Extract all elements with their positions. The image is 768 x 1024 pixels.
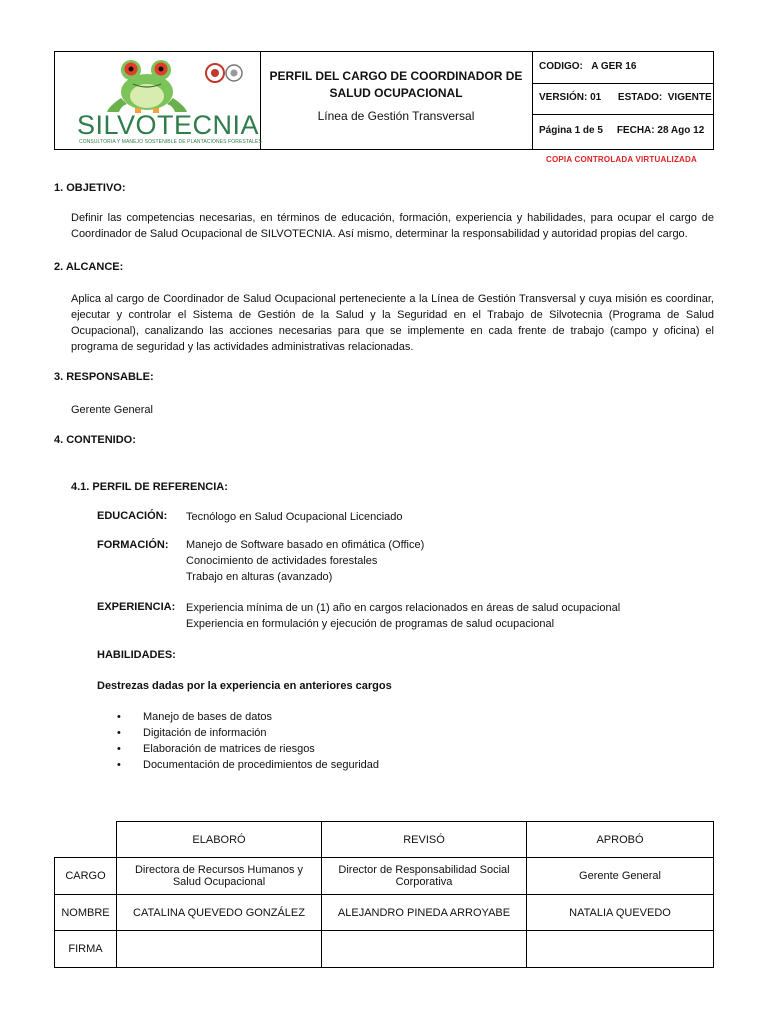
version-cell: VERSIÓN: 01 ESTADO: VIGENTE — [539, 92, 712, 103]
column-header: APROBÓ — [527, 822, 714, 858]
objetivo-heading: 1. OBJETIVO: — [54, 182, 126, 194]
row-label: NOMBRE — [55, 895, 117, 931]
table-cell: Director de Responsabilidad Social Corporativa — [322, 858, 527, 895]
educacion-label: EDUCACIÓN: — [97, 510, 168, 522]
document-subtitle: Línea de Gestión Transversal — [317, 109, 475, 123]
signature-cell — [527, 931, 714, 968]
brand-name: SILVOTECNIA — [77, 110, 260, 140]
table-row — [55, 931, 714, 968]
table-cell: Gerente General — [527, 858, 714, 895]
document-header — [54, 51, 714, 150]
alcance-text: Aplica al cargo de Coordinador de Salud Ocupacional perteneciente a la Línea de Gestión Transversal y cuya misión es coordinar, ejecutar y controlar el Sistema de Gestión de la Salud y la Seguridad en el Trabajo de Silvotecnia (Programa de Salud Ocupacional), canalizando las acciones necesarias para que se implemente en cada frente de trabajo (campo y oficina) el programa de seguridad y las actividades administrativas relacionadas. — [71, 293, 714, 353]
educacion-value: Tecnólogo en Salud Ocupacional Licenciado — [186, 511, 403, 523]
habilidades-label: HABILIDADES: — [97, 649, 176, 661]
table-cell: CATALINA QUEVEDO GONZÁLEZ — [117, 895, 322, 931]
bullet-icon: • — [117, 759, 121, 771]
signature-cell — [117, 931, 322, 968]
document-title: PERFIL DEL CARGO DE COORDINADOR DE SALUD OCUPACIONAL — [269, 69, 523, 100]
document-title-block — [261, 52, 531, 149]
frog-mascot-icon — [105, 56, 205, 114]
list-item: • Elaboración de matrices de riesgos — [117, 743, 315, 755]
signature-table — [54, 821, 714, 968]
table-row — [55, 895, 714, 931]
bullet-icon: • — [117, 727, 121, 739]
experiencia-values — [186, 600, 620, 632]
codigo-cell: CODIGO: A GER 16 — [539, 61, 637, 72]
perfil-heading: 4.1. PERFIL DE REFERENCIA: — [71, 481, 228, 493]
row-label: FIRMA — [55, 931, 117, 968]
formacion-item: Trabajo en alturas (avanzado) — [186, 571, 333, 583]
certification-seal-icon — [205, 62, 245, 84]
table-cell: Directora de Recursos Humanos y Salud Ocupacional — [117, 858, 322, 895]
table-header-row — [55, 822, 714, 858]
pagina-fecha-cell: Página 1 de 5 FECHA: 28 Ago 12 — [539, 125, 705, 136]
objetivo-text: Definir las competencias necesarias, en términos de educación, formación, experiencia y habilidades, para ocupar el cargo de Coordinador de Salud Ocupacional de SILVOTECNIA. Así mismo, determinar la responsabilidad y autoridad propias del cargo. — [71, 212, 714, 240]
destrezas-heading: Destrezas dadas por la experiencia en anteriores cargos — [97, 680, 392, 692]
formacion-item: Conocimiento de actividades forestales — [186, 555, 378, 567]
signature-cell — [322, 931, 527, 968]
alcance-heading: 2. ALCANCE: — [54, 261, 124, 273]
list-item: • Manejo de bases de datos — [117, 711, 273, 723]
experiencia-item: Experiencia mínima de un (1) año en cargos relacionados en áreas de salud ocupacional — [186, 602, 621, 614]
responsable-text: Gerente General — [71, 404, 153, 416]
table-row — [55, 858, 714, 895]
column-header: ELABORÓ — [117, 822, 322, 858]
experiencia-item: Experiencia en formulación y ejecución de programas de salud ocupacional — [186, 618, 555, 630]
list-item: • Digitación de información — [117, 727, 267, 739]
responsable-heading: 3. RESPONSABLE: — [54, 371, 154, 383]
contenido-heading: 4. CONTENIDO: — [54, 434, 136, 446]
formacion-label: FORMACIÓN: — [97, 539, 169, 551]
controlled-copy-note: COPIA CONTROLADA VIRTUALIZADA — [546, 155, 697, 164]
table-cell: ALEJANDRO PINEDA ARROYABE — [322, 895, 527, 931]
row-label: CARGO — [55, 858, 117, 895]
destrezas-list — [117, 709, 379, 773]
bullet-icon: • — [117, 743, 121, 755]
column-header: REVISÓ — [322, 822, 527, 858]
experiencia-label: EXPERIENCIA: — [97, 601, 176, 613]
formacion-values — [186, 537, 424, 585]
empty-corner — [55, 822, 117, 858]
list-item: • Documentación de procedimientos de seguridad — [117, 759, 380, 771]
table-cell: NATALIA QUEVEDO — [527, 895, 714, 931]
company-logo — [55, 52, 260, 149]
brand-tagline: CONSULTORIA Y MANEJO SOSTENIBLE DE PLANTACIONES FORESTALES — [79, 139, 262, 145]
formacion-item: Manejo de Software basado en ofimática (Office) — [186, 539, 425, 551]
bullet-icon: • — [117, 711, 121, 723]
